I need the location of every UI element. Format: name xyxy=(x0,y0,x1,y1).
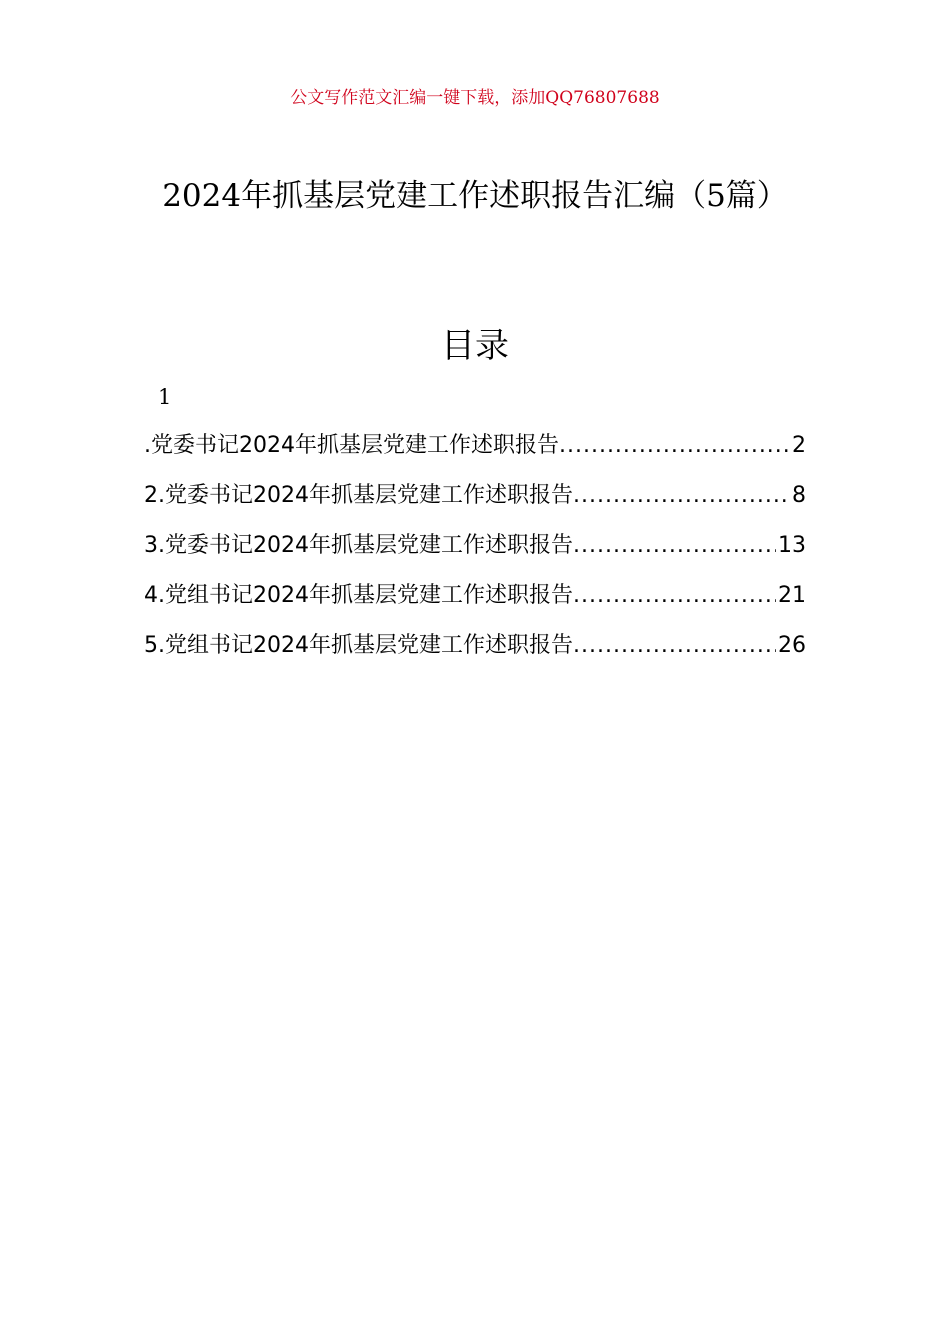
toc-entry-text: 5.党组书记2024年抓基层党建工作述职报告 xyxy=(144,633,573,658)
toc-entry-1[interactable] xyxy=(144,426,806,476)
toc-stray-number: 1 xyxy=(158,385,172,409)
toc-entry-page: 8 xyxy=(792,483,806,508)
toc-entry-3[interactable] xyxy=(144,526,806,576)
document-title: 2024年抓基层党建工作述职报告汇编（5篇） xyxy=(162,178,788,214)
toc-leader-dots xyxy=(573,626,776,666)
toc-entry-page: 26 xyxy=(778,633,806,658)
toc-entry-text: 4.党组书记2024年抓基层党建工作述职报告 xyxy=(144,583,573,608)
toc-entry-page: 21 xyxy=(778,583,806,608)
toc-entry-2[interactable] xyxy=(144,476,806,526)
toc-leader-dots xyxy=(559,426,790,466)
toc-entry-4[interactable] xyxy=(144,576,806,626)
toc-heading: 目录 xyxy=(441,326,509,366)
toc-entry-5[interactable] xyxy=(144,626,806,676)
toc-entry-page: 2 xyxy=(792,433,806,458)
table-of-contents xyxy=(144,426,806,676)
toc-entry-text: .党委书记2024年抓基层党建工作述职报告 xyxy=(144,433,559,458)
toc-entry-page: 13 xyxy=(778,533,806,558)
toc-leader-dots xyxy=(573,576,776,616)
toc-entry-text: 3.党委书记2024年抓基层党建工作述职报告 xyxy=(144,533,573,558)
header-watermark-note: 公文写作范文汇编一键下载，添加QQ76807688 xyxy=(290,88,660,108)
toc-leader-dots xyxy=(573,526,776,566)
toc-entry-text: 2.党委书记2024年抓基层党建工作述职报告 xyxy=(144,483,573,508)
toc-leader-dots xyxy=(573,476,790,516)
